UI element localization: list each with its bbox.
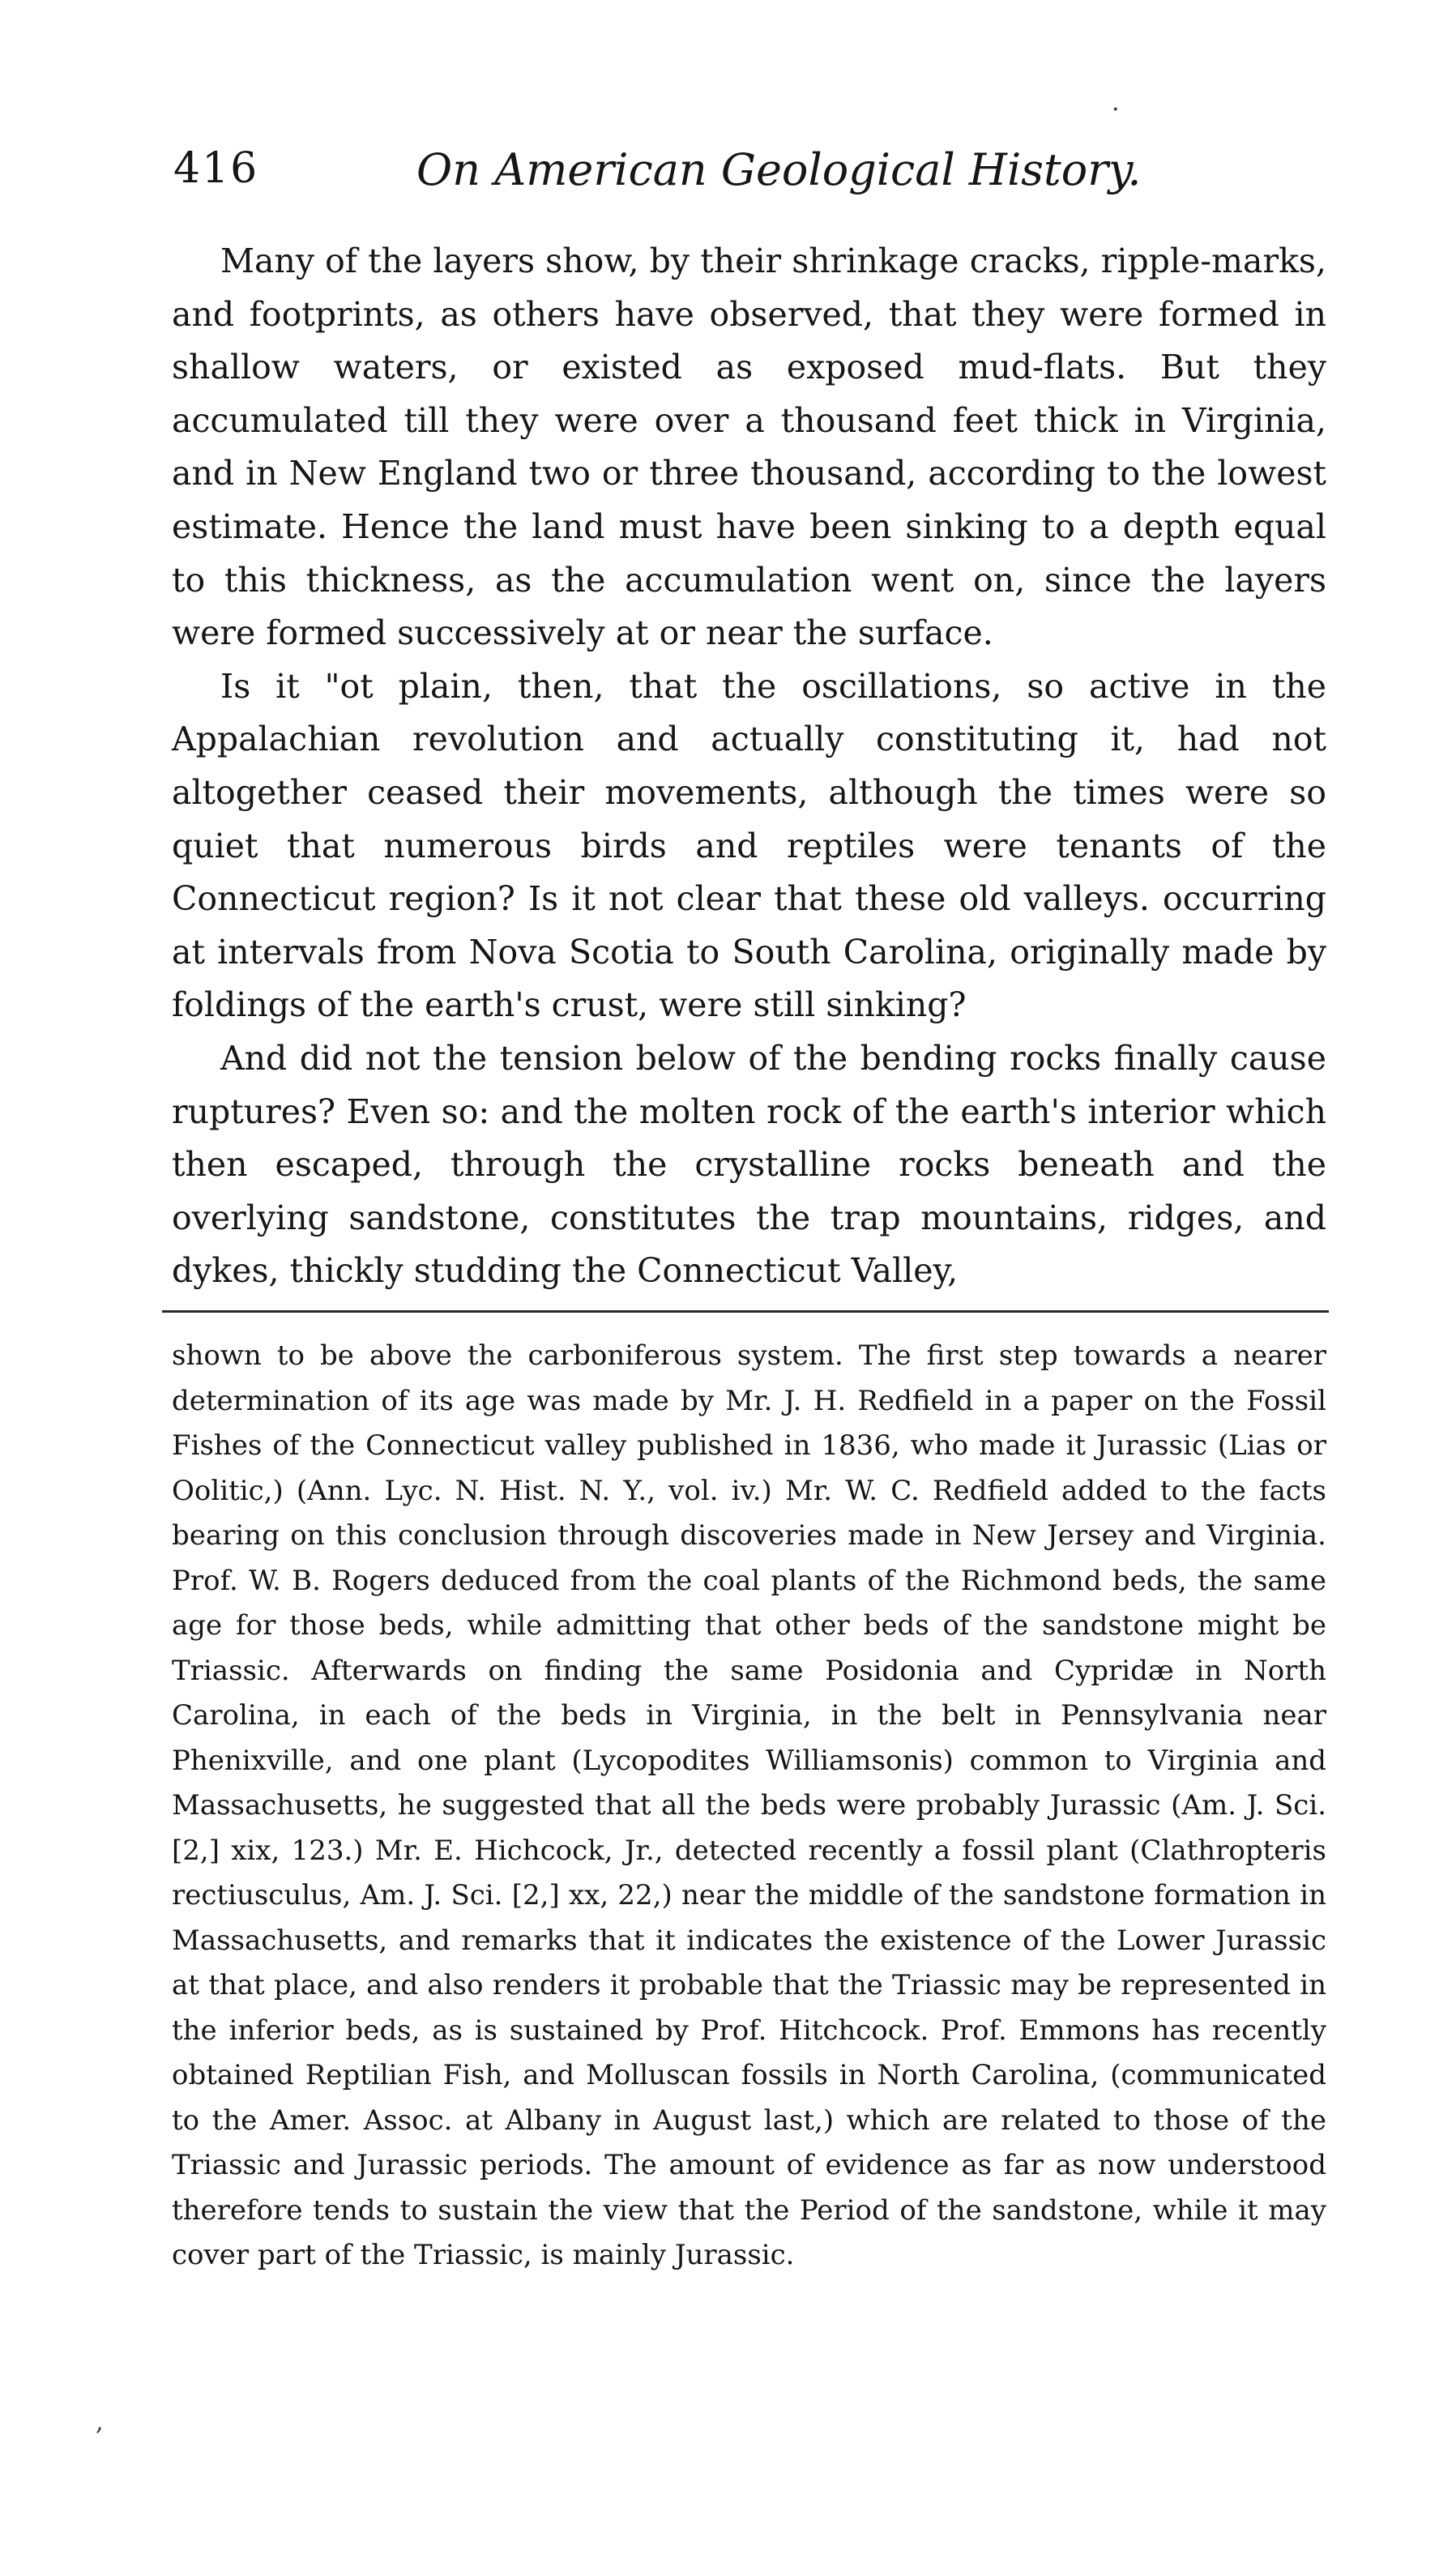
main-text	[172, 235, 1326, 1298]
running-head: On American Geological History.	[416, 144, 1142, 195]
page-header	[173, 144, 1324, 209]
footnote-divider	[162, 1310, 1329, 1313]
footnote-text: shown to be above the carboniferous system. The first step towards a nearer determination of its age was made by Mr. J. H. Redfield in a paper on the Fossil Fishes of the Connecticut valley published in 1836, who made it Jurassic (Lias or Oolitic,) (Ann. Lyc. N. Hist. N. Y., vol. iv.) Mr. W. C. Redfield added to the facts bearing on this conclusion through discoveries made in New Jersey and Virginia. Prof. W. B. Rogers deduced from the coal plants of the Richmond beds, the same age for those beds, while admitting that other beds of the sandstone might be Triassic. Afterwards on finding the same Posidonia and Cypridæ in North Carolina, in each of the beds in Virginia, in the belt in Pennsylvania near Phenixville, and one plant (Lycopodites Williamsonis) common to Virginia and Massachusetts, he suggested that all the beds were probably Jurassic (Am. J. Sci. [2,] xix, 123.) Mr. E. Hichcock, Jr., detected recently a fossil plant (Clathropteris rectiusculus, Am. J. Sci. [2,] xx, 22,) near the middle of the sandstone formation in Massachusetts, and remarks that it indicates the existence of the Lower Jurassic at that place, and also renders it probable that the Triassic may be represented in the inferior beds, as is sustained by Prof. Hitchcock. Prof. Emmons has recently obtained Reptilian Fish, and Molluscan fossils in North Carolina, (communicated to the Amer. Assoc. at Albany in August last,) which are related to those of the Triassic and Jurassic periods. The amount of evidence as far as now understood therefore tends to sustain the view that the Period of the sandstone, while it may cover part of the Triassic, is mainly Jurassic.	[172, 1339, 1326, 2271]
footnote	[172, 1334, 1326, 2279]
stray-mark-top: ·	[1112, 96, 1120, 124]
page-number: 416	[173, 144, 259, 193]
paragraph: Many of the layers show, by their shrinkage cracks, ripple-marks, and footprints, as others have observed, that they were formed in shallow waters, or existed as exposed mud-flats. But they accumulated till they were over a thousand feet thick in Virginia, and in New England two or three thousand, according to the lowest estimate. Hence the land must have been sinking to a depth equal to this thickness, as the accumulation went on, since the layers were formed successively at or near the surface.	[172, 241, 1326, 653]
stray-mark-bottom: ,	[96, 2408, 104, 2437]
paragraph: And did not the tension below of the bending rocks finally cause ruptures? Even so: and the molten rock of the earth's interior which then escaped, through the crystalline rocks beneath and the overlying sandstone, constitutes the trap mountains, ridges, and dykes, thickly studding the Connecticut Valley,	[172, 1038, 1326, 1291]
paragraph: Is it "ot plain, then, that the oscillations, so active in the Appalachian revolution and actually constituting it, had not altogether ceased their movements, although the times were so quiet that numerous birds and reptiles were tenants of the Connecticut region? Is it not clear that these old valleys. occurring at intervals from Nova Scotia to South Carolina, originally made by foldings of the earth's crust, were still sinking?	[172, 666, 1326, 1025]
